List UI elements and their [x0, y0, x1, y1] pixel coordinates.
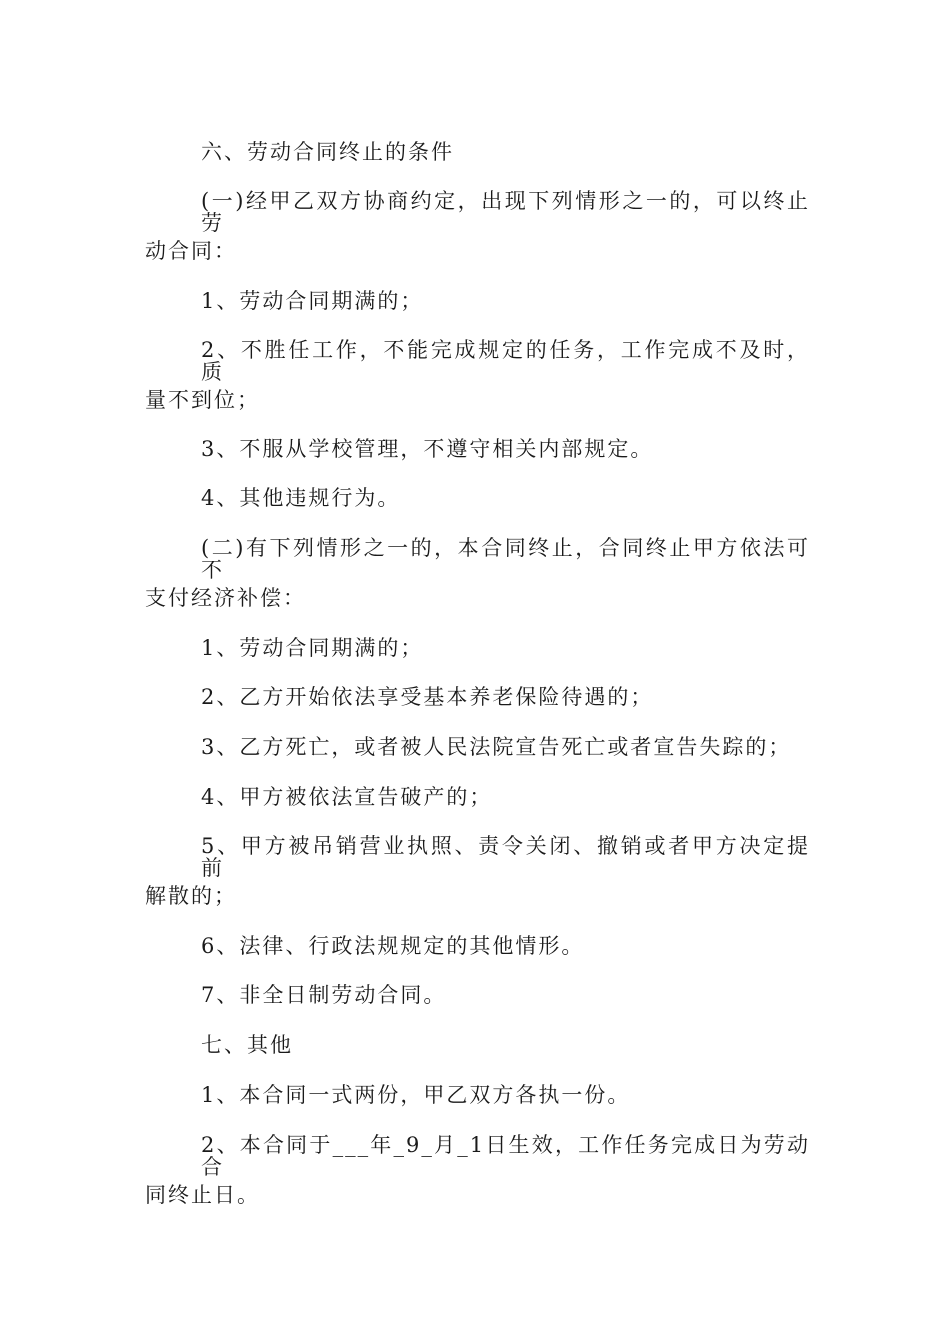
text-line: 1、劳动合同期满的； [201, 289, 424, 313]
text-line: 动合同： [145, 239, 237, 263]
text-line: 七、其他 [201, 1033, 293, 1057]
text-line: 6、法律、行政法规规定的其他情形。 [201, 934, 585, 958]
list-item [145, 637, 810, 687]
text-line: 7、非全日制劳动合同。 [201, 983, 447, 1007]
text-line: 4、其他违规行为。 [201, 486, 401, 510]
text-line: 3、不服从学校管理，不遵守相关内部规定。 [201, 437, 654, 461]
list-item [145, 339, 810, 439]
list-item [145, 984, 810, 1034]
text-line: 5、甲方被吊销营业执照、责令关闭、撤销或者甲方决定提前 [201, 834, 810, 880]
text-line: 2、不胜任工作，不能完成规定的任务，工作完成不及时，质 [201, 338, 810, 384]
text-line: 2、本合同于___年_9_月_1日生效，工作任务完成日为劳动合 [201, 1133, 810, 1179]
list-item [145, 736, 810, 786]
subsection-two-intro [145, 537, 810, 637]
list-item [145, 786, 810, 836]
text-line: 同终止日。 [145, 1183, 260, 1207]
text-line: (二)有下列情形之一的，本合同终止，合同终止甲方依法可不 [201, 536, 810, 582]
list-item [145, 835, 810, 935]
text-line: 1、劳动合同期满的； [201, 636, 424, 660]
text-line: 解散的； [145, 884, 237, 908]
list-item [145, 935, 810, 985]
section-heading-other [145, 1034, 810, 1084]
text-line: 六、劳动合同终止的条件 [201, 140, 454, 164]
text-line: 量不到位； [145, 388, 260, 412]
list-item [145, 487, 810, 537]
list-item [145, 290, 810, 340]
text-line: 1、本合同一式两份，甲乙双方各执一份。 [201, 1083, 631, 1107]
text-line: 3、乙方死亡，或者被人民法院宣告死亡或者宣告失踪的； [201, 735, 792, 759]
list-item [145, 686, 810, 736]
list-item [145, 1134, 810, 1234]
text-line: 2、乙方开始依法享受基本养老保险待遇的； [201, 685, 654, 709]
section-heading-termination [145, 141, 810, 191]
text-line: 4、甲方被依法宣告破产的； [201, 785, 493, 809]
subsection-one-intro [145, 190, 810, 290]
list-item [145, 438, 810, 488]
list-item [145, 1084, 810, 1134]
text-line: (一)经甲乙双方协商约定，出现下列情形之一的，可以终止劳 [201, 189, 810, 235]
text-line: 支付经济补偿： [145, 586, 306, 610]
